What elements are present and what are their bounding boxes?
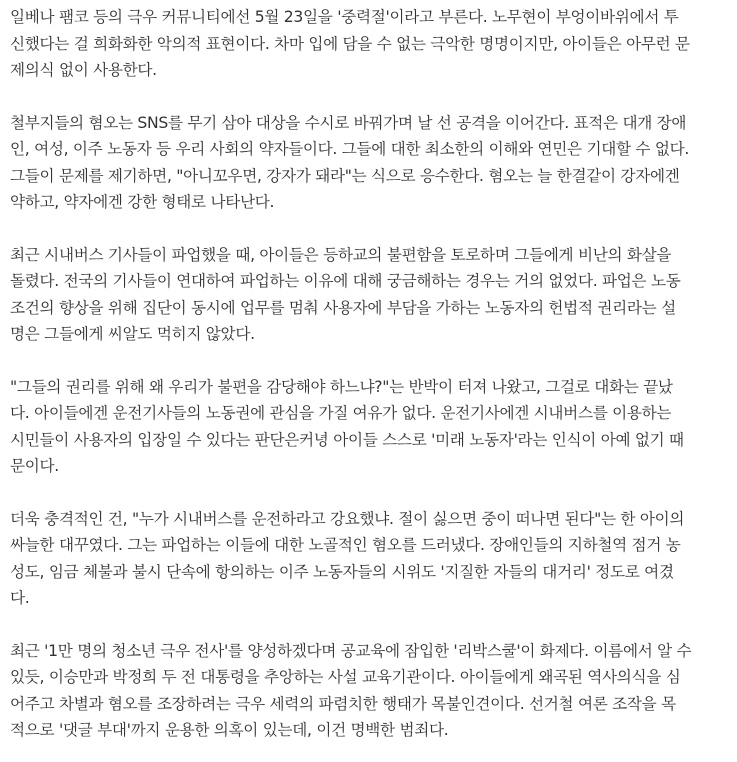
paragraph-line: 시민들이 사용자의 입장일 수 있다는 판단은커녕 아이들 스스로 '미래 노동자'라는 인식이 아예 없기 때 (10, 430, 684, 449)
paragraph-line: 더욱 충격적인 건, "누가 시내버스를 운전하라고 강요했냐. 절이 싫으면 중이 떠나면 된다"는 한 아이의 (10, 509, 685, 528)
paragraph-2 (10, 110, 727, 216)
paragraph-line: 다. 아이들에겐 운전기사들의 노동권에 관심을 가질 여유가 없다. 운전기사에겐 시내버스를 이용하는 (10, 404, 672, 422)
paragraph-line: 철부지들의 혐오는 SNS를 무기 삼아 대상을 수시로 바꿔가며 날 선 공격을 이어간다. 표적은 대개 장애 (10, 113, 687, 132)
paragraph-line: 조건의 향상을 위해 집단이 동시에 업무를 멈춰 사용자에 부담을 가하는 노동자의 헌법적 권리라는 설 (10, 298, 676, 317)
paragraph-line: 문이다. (10, 457, 59, 475)
paragraph-line: 돌렸다. 전국의 기사들이 연대하여 파업하는 이유에 대해 궁금해하는 경우는 거의 없었다. 파업은 노동 (10, 272, 681, 290)
paragraph-line: "그들의 권리를 위해 왜 우리가 불편을 감당해야 하느냐?"는 반박이 터져 나왔고, 그걸로 대화는 끝났 (10, 377, 673, 396)
paragraph-line: 싸늘한 대꾸였다. 그는 파업하는 이들에 대한 노골적인 혐오를 드러냈다. 장애인들의 지하철역 점거 농 (10, 536, 681, 554)
paragraph-line: 명은 그들에게 씨알도 먹히지 않았다. (10, 325, 255, 343)
paragraph-line: 신했다는 걸 희화화한 악의적 표현이다. 차마 입에 담을 수 없는 극악한 명명이지만, 아이들은 아무런 문 (10, 34, 690, 53)
paragraph-line: 그들이 문제를 제기하면, "아니꼬우면, 강자가 돼라"는 식으로 응수한다. 혐오는 늘 한결같이 강자에겐 (10, 166, 680, 185)
paragraph-line: 다. (10, 589, 30, 607)
paragraph-5 (10, 506, 727, 612)
paragraph-6 (10, 638, 727, 744)
paragraph-line: 약하고, 약자에겐 강한 형태로 나타난다. (10, 193, 275, 211)
paragraph-4 (10, 374, 727, 480)
paragraph-line: 적으로 '댓글 부대'까지 운용한 의혹이 있는데, 이건 명백한 범죄다. (10, 721, 449, 739)
paragraph-line: 인, 여성, 이주 노동자 등 우리 사회의 약자들이다. 그들에 대한 최소한의 이해와 연민은 기대할 수 없다. (10, 140, 690, 158)
paragraph-line: 최근 '1만 명의 청소년 극우 전사'를 양성하겠다며 공교육에 잠입한 '리박스쿨'이 화제다. 이름에서 알 수 (10, 641, 692, 660)
paragraph-line: 어주고 차별과 혐오를 조장하려는 극우 세력의 파렴치한 행태가 목불인견이다. 선거철 여론 조작을 목 (10, 694, 676, 713)
paragraph-line: 성도, 임금 체불과 불시 단속에 항의하는 이주 노동자들의 시위도 '지질한 자들의 대거리' 정도로 여겼 (10, 562, 674, 581)
paragraph-line: 최근 시내버스 기사들이 파업했을 때, 아이들은 등하교의 불편함을 토로하며 그들에게 비난의 화살을 (10, 245, 672, 264)
paragraph-1 (10, 4, 727, 84)
paragraph-line: 일베나 팸코 등의 극우 커뮤니티에선 5월 23일을 '중력절'이라고 부른다. 노무현이 부엉이바위에서 투 (10, 8, 679, 26)
paragraph-line: 있듯, 이승만과 박정희 두 전 대통령을 추앙하는 사설 교육기관이다. 아이들에게 왜곡된 역사의식을 심 (10, 668, 681, 686)
paragraph-3 (10, 242, 727, 348)
paragraph-line: 제의식 없이 사용한다. (10, 61, 157, 79)
